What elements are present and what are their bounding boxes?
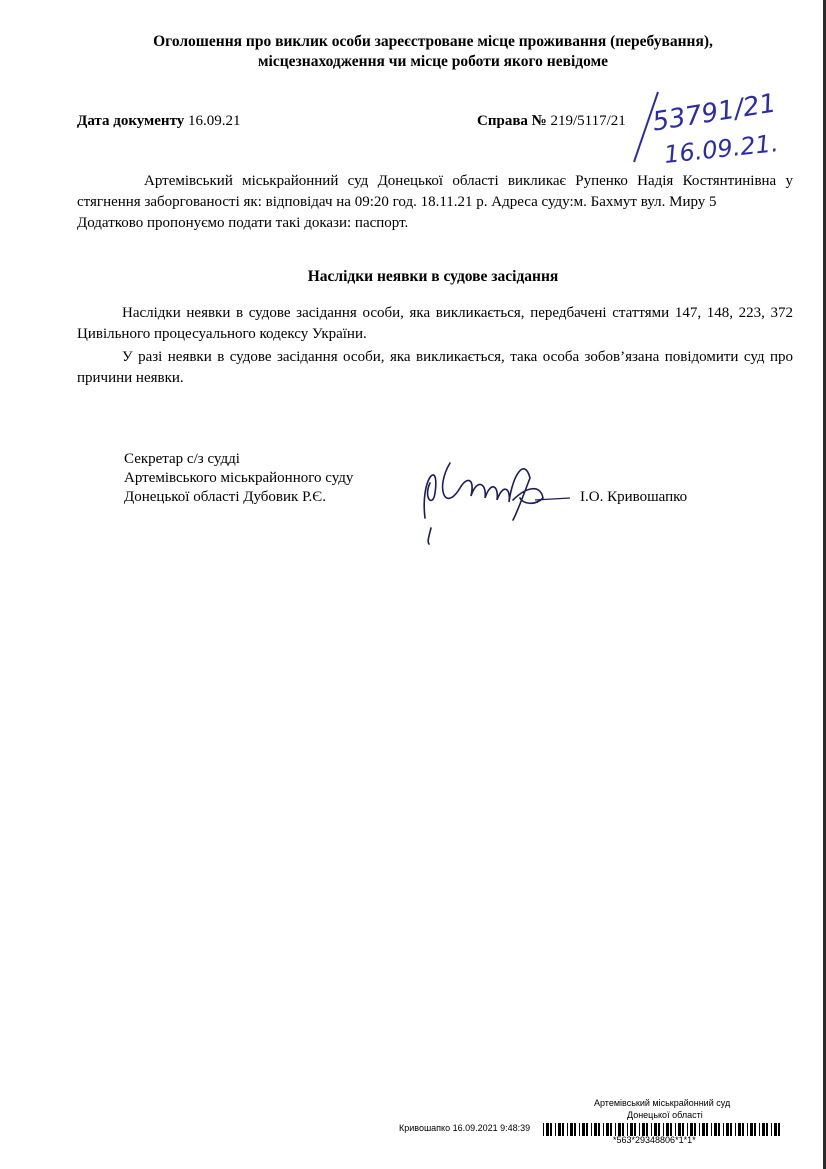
title-line-2: місцезнаходження чи місце роботи якого невідоме xyxy=(257,53,609,70)
evidence-paragraph: Додатково пропонуємо подати такі докази: паспорт. xyxy=(77,215,409,231)
document-date xyxy=(77,113,241,130)
consequences-heading: Наслідки неявки в судове засідання xyxy=(307,268,559,285)
secretary-block xyxy=(124,450,353,507)
case-value: 219/5117/21 xyxy=(550,113,626,129)
secretary-line-1: Секретар с/з судді xyxy=(124,451,240,467)
consequences-paragraph-1: Наслідки неявки в судове засідання особи, яка викликається, передбачені статтями 147, 148, 223, 372 Цивільного процесуального кодексу України. xyxy=(77,305,793,342)
consequences-paragraph-2: У разі неявки в судове засідання особи, яка викликається, така особа зобов’язана повідомити суд про причини неявки. xyxy=(77,349,793,386)
footer-court-line-1: Артемівський міськрайонний суд xyxy=(594,1098,731,1108)
summons-block xyxy=(77,171,793,234)
case-label: Справа № xyxy=(477,113,547,129)
handwritten-date: 16.09.21. xyxy=(662,129,780,169)
signature-image xyxy=(405,438,575,546)
case-number xyxy=(477,113,626,130)
title-line-1: Оголошення про виклик особи зареєстроване місце проживання (перебування), xyxy=(153,33,713,50)
secretary-line-3: Донецької області Дубовик Р.Є. xyxy=(124,489,326,505)
footer-stamp: Кривошапко 16.09.2021 9:48:39 xyxy=(399,1123,531,1133)
barcode-text: *563*29348806*1*1* xyxy=(613,1135,696,1145)
summons-paragraph: Артемівський міськрайонний суд Донецької області викликає Рупенко Надія Костянтинівна у стягнення заборгованості як: відповідач на 09:20 год. 18.11.21 р. Адреса суду:м. Бахмут вул. Миру 5 xyxy=(77,173,793,210)
handwritten-case-number: 53791/21 xyxy=(650,88,779,138)
secretary-line-2: Артемівського міськрайонного суду xyxy=(124,470,354,486)
date-label: Дата документу xyxy=(77,113,185,129)
document-title xyxy=(60,32,806,72)
consequences-block xyxy=(77,303,793,389)
signer-name: І.О. Кривошапко xyxy=(580,489,688,505)
footer-court-line-2: Донецької області xyxy=(627,1110,703,1120)
date-value: 16.09.21 xyxy=(188,113,241,129)
